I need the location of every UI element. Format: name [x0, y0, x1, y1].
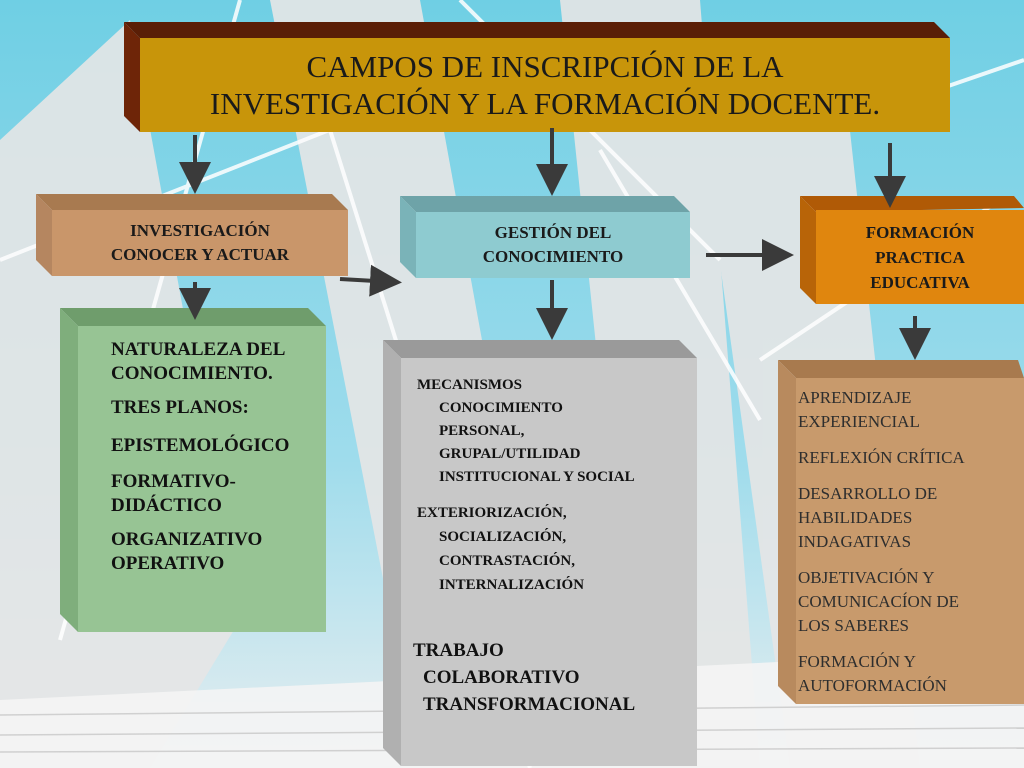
title-box — [124, 22, 950, 132]
trabajo-group: TRABAJO COLABORATIVO TRANSFORMACIONAL — [413, 640, 636, 715]
formacion-title: FORMACIÓN PRACTICA EDUCATIVA — [816, 210, 1024, 304]
formacion-box — [800, 196, 1024, 304]
gestion-list — [401, 358, 697, 766]
list-item: APRENDIZAJE EXPERIENCIAL — [798, 388, 920, 431]
gestion-detail-box — [383, 340, 697, 766]
mecanismos-group: MECANISMOS CONOCIMIENTO PERSONAL, GRUPAL/UTILIDAD INSTITUCIONAL Y SOCIAL — [417, 377, 635, 485]
investigacion-title: INVESTIGACIÓN CONOCER Y ACTUAR — [52, 210, 348, 276]
exteriorizacion-group: EXTERIORIZACIÓN, SOCIALIZACIÓN, CONTRASTACIÓN, INTERNALIZACIÓN — [417, 505, 585, 593]
list-item: FORMATIVO- DIDÁCTICO — [111, 471, 236, 516]
list-item: TRES PLANOS: — [111, 397, 249, 418]
list-item: DESARROLLO DE HABILIDADES INDAGATIVAS — [798, 484, 938, 551]
investigacion-list — [78, 326, 326, 632]
investigacion-box — [36, 194, 348, 276]
list-item: OBJETIVACIÓN Y COMUNICACÍON DE LOS SABERES — [798, 568, 960, 635]
list-item: REFLEXIÓN CRÍTICA — [798, 448, 965, 467]
investigacion-detail-box — [60, 308, 326, 632]
gestion-title: GESTIÓN DEL CONOCIMIENTO — [416, 212, 690, 278]
list-item: NATURALEZA DEL CONOCIMIENTO. — [111, 339, 286, 384]
formacion-list — [796, 378, 1024, 704]
list-item: EPISTEMOLÓGICO — [111, 435, 290, 456]
page-title: CAMPOS DE INSCRIPCIÓN DE LA INVESTIGACIÓN Y LA FORMACIÓN DOCENTE. — [140, 38, 950, 132]
gestion-box — [400, 196, 690, 278]
list-item: FORMACIÓN Y AUTOFORMACIÓN — [798, 652, 947, 695]
formacion-detail-box — [778, 360, 1024, 704]
list-item: ORGANIZATIVO OPERATIVO — [111, 529, 263, 574]
